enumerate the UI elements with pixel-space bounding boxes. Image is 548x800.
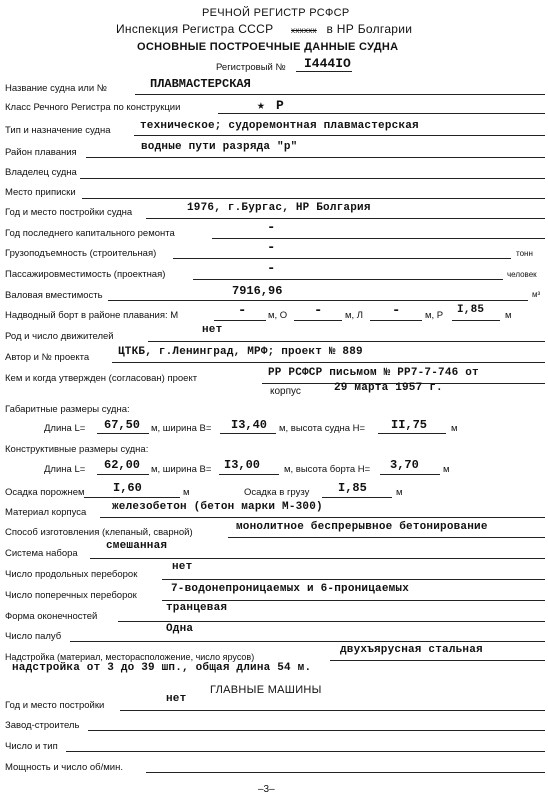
approved-label: Кем и когда утвержден (согласован) проект bbox=[5, 373, 198, 384]
g-h-line bbox=[378, 433, 446, 434]
decks-value: Одна bbox=[166, 623, 194, 635]
class-star-icon: ★ bbox=[257, 98, 266, 113]
freeboard-r: I,85 bbox=[457, 304, 485, 316]
inspection-line bbox=[116, 22, 412, 36]
inspection-pre: Инспекция Регистра СССР bbox=[116, 22, 274, 36]
freeboard-o: - bbox=[314, 303, 323, 319]
draft-load-label: Осадка в грузу bbox=[244, 487, 310, 498]
cargo-unit: тонн bbox=[516, 249, 533, 258]
doc-title: ОСНОВНЫЕ ПОСТРОЕЧНЫЕ ДАННЫЕ СУДНА bbox=[137, 41, 399, 53]
type-label: Тип и назначение судна bbox=[5, 125, 111, 136]
approved-korpus: корпус bbox=[270, 386, 301, 397]
repair-line bbox=[212, 238, 545, 239]
gross-unit: м³ bbox=[532, 290, 541, 299]
freeboard-m: - bbox=[238, 303, 247, 319]
approved-value-1: РР РСФСР письмом № РР7-7-746 от bbox=[268, 367, 479, 379]
freeboard-l-label: м, Л bbox=[345, 310, 364, 321]
owner-label: Владелец судна bbox=[5, 167, 77, 178]
long-value: нет bbox=[172, 561, 193, 573]
draft-empty: I,60 bbox=[113, 481, 142, 495]
engines-value: нет bbox=[202, 324, 223, 336]
gabarit-title: Габаритные размеры судна: bbox=[5, 404, 130, 415]
c-h-label: м, высота борта Н= bbox=[284, 464, 371, 475]
framing-label: Система набора bbox=[5, 548, 78, 559]
freeboard-m-line bbox=[214, 320, 266, 321]
c-h-line bbox=[380, 474, 440, 475]
trans-line bbox=[162, 600, 545, 601]
page-number: –3– bbox=[258, 784, 275, 795]
owner-line bbox=[80, 178, 545, 179]
m-plant-line bbox=[88, 730, 545, 731]
engines-line bbox=[148, 341, 545, 342]
area-line bbox=[86, 157, 545, 158]
freeboard-l-line bbox=[370, 320, 422, 321]
author-value: ЦТКБ, г.Ленинград, МРФ; проект № 889 bbox=[118, 346, 363, 358]
class-label: Класс Речного Регистра по конструкции bbox=[5, 102, 181, 113]
area-value: водные пути разряда "р" bbox=[141, 141, 298, 153]
type-line bbox=[134, 135, 545, 136]
c-h: 3,70 bbox=[390, 458, 419, 472]
registry-title: РЕЧНОЙ РЕГИСТР РСФСР bbox=[202, 7, 350, 19]
super-label: Надстройка (материал, месторасположение, число ярусов) bbox=[5, 652, 255, 662]
trans-value: 7-водонепроницаемых и 6-проницаемых bbox=[171, 583, 410, 595]
built-label: Год и место постройки судна bbox=[5, 207, 133, 218]
port-label: Место приписки bbox=[5, 187, 76, 198]
built-line bbox=[146, 218, 545, 219]
c-w-line bbox=[219, 474, 279, 475]
method-label: Способ изготовления (клепаный, сварной) bbox=[5, 527, 193, 538]
method-value: монолитное беспрерывное бетонирование bbox=[236, 521, 488, 533]
cargo-line bbox=[173, 258, 511, 259]
g-unit: м bbox=[451, 423, 458, 434]
g-w: I3,40 bbox=[231, 418, 268, 432]
framing-line bbox=[90, 558, 545, 559]
stern-value: транцевая bbox=[166, 602, 228, 614]
m-type-label: Число и тип bbox=[5, 741, 58, 752]
framing-value: смешанная bbox=[106, 540, 168, 552]
built-value: 1976, г.Бургас, НР Болгария bbox=[187, 202, 371, 214]
stern-line bbox=[118, 621, 545, 622]
material-line bbox=[100, 517, 545, 518]
area-label: Район плавания bbox=[5, 147, 77, 158]
long-line bbox=[162, 579, 545, 580]
gross-label: Валовая вместимость bbox=[5, 290, 103, 301]
super-line bbox=[330, 660, 545, 661]
gross-line bbox=[108, 300, 528, 301]
c-len: 62,00 bbox=[104, 458, 141, 472]
freeboard-o-label: м, О bbox=[268, 310, 288, 321]
m-year-label: Год и место постройки bbox=[5, 700, 105, 711]
g-w-line bbox=[220, 433, 276, 434]
c-unit: м bbox=[443, 464, 450, 475]
m-year-value: нет bbox=[166, 693, 187, 705]
g-len: 67,50 bbox=[104, 418, 141, 432]
inspection-struck: хххххх bbox=[291, 26, 317, 35]
draft-load: I,85 bbox=[338, 481, 367, 495]
super-value-2: надстройка от 3 до 39 шп., общая длина 54 м. bbox=[12, 662, 312, 674]
pass-unit: человек bbox=[507, 270, 537, 279]
g-len-label: Длина L= bbox=[44, 423, 86, 434]
cargo-value: - bbox=[267, 240, 276, 256]
cargo-label: Грузоподъемность (строительная) bbox=[5, 248, 157, 259]
class-line bbox=[218, 113, 545, 114]
draft-load-line bbox=[322, 497, 392, 498]
engines-label: Род и число движителей bbox=[5, 331, 114, 342]
m-power-line bbox=[146, 772, 545, 773]
trans-label: Число поперечных переборок bbox=[5, 590, 137, 601]
decks-label: Число палуб bbox=[5, 631, 62, 642]
c-len-line bbox=[97, 474, 149, 475]
freeboard-l: - bbox=[392, 303, 401, 319]
m-type-line bbox=[66, 751, 545, 752]
m-plant-label: Завод-строитель bbox=[5, 720, 80, 731]
machines-title: ГЛАВНЫЕ МАШИНЫ bbox=[210, 684, 322, 696]
freeboard-o-line bbox=[294, 320, 342, 321]
draft-empty-label: Осадка порожнем bbox=[5, 487, 85, 498]
c-w-label: м, ширина В= bbox=[151, 464, 212, 475]
m-year-line bbox=[120, 710, 545, 711]
stern-label: Форма оконечностей bbox=[5, 611, 98, 622]
constr-title: Конструктивные размеры судна: bbox=[5, 444, 149, 455]
pass-line bbox=[193, 279, 503, 280]
freeboard-unit: м bbox=[505, 310, 512, 321]
author-line bbox=[112, 362, 545, 363]
method-line bbox=[228, 537, 545, 538]
freeboard-label: Надводный борт в районе плавания: М bbox=[5, 310, 179, 321]
long-label: Число продольных переборок bbox=[5, 569, 138, 580]
inspection-post: в НР Болгарии bbox=[326, 22, 413, 36]
g-h-label: м, высота судна Н= bbox=[279, 423, 366, 434]
g-w-label: м, ширина В= bbox=[151, 423, 212, 434]
draft-unit-1: м bbox=[183, 487, 190, 498]
repair-label: Год последнего капитального ремонта bbox=[5, 228, 175, 239]
approved-value-2: 29 марта 1957 г. bbox=[334, 382, 443, 394]
draft-unit-2: м bbox=[396, 487, 403, 498]
decks-line bbox=[70, 641, 545, 642]
material-value: железобетон (бетон марки М-300) bbox=[112, 501, 323, 513]
reg-label: Регистровый № bbox=[216, 62, 286, 73]
class-value: Р bbox=[276, 98, 285, 113]
port-line bbox=[82, 198, 545, 199]
pass-label: Пассажировместимость (проектная) bbox=[5, 269, 166, 280]
gross-value: 7916,96 bbox=[232, 284, 283, 298]
freeboard-r-line bbox=[452, 320, 500, 321]
g-h: II,75 bbox=[391, 418, 428, 432]
pass-value: - bbox=[267, 261, 276, 277]
freeboard-r-label: м, Р bbox=[425, 310, 444, 321]
draft-empty-line bbox=[84, 497, 180, 498]
material-label: Материал корпуса bbox=[5, 507, 87, 518]
name-line bbox=[135, 94, 545, 95]
m-power-label: Мощность и число об/мин. bbox=[5, 762, 123, 773]
c-w: I3,00 bbox=[224, 458, 261, 472]
repair-value: - bbox=[267, 220, 276, 236]
g-len-line bbox=[97, 433, 149, 434]
c-len-label: Длина L= bbox=[44, 464, 86, 475]
author-label: Автор и № проекта bbox=[5, 352, 90, 363]
super-value-1: двухъярусная стальная bbox=[340, 644, 483, 656]
name-value: ПЛАВМАСТЕРСКАЯ bbox=[150, 77, 251, 91]
reg-underline bbox=[296, 71, 352, 72]
reg-number: I444IO bbox=[304, 56, 351, 71]
type-value: техническое; судоремонтная плавмастерская bbox=[140, 120, 419, 132]
name-label: Название судна или № bbox=[5, 83, 107, 94]
